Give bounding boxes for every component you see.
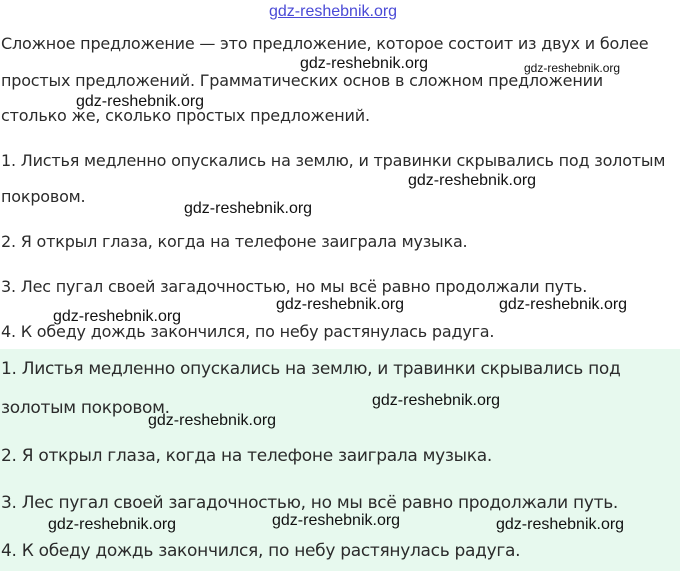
watermark: gdz-reshebnik.org xyxy=(499,296,628,313)
task-line: 2. Я открыл глаза, когда на телефоне заиграла музыка. xyxy=(1,232,468,251)
theory-line: столько же, сколько простых предложений. xyxy=(1,106,370,125)
watermark: gdz-reshebnik.org xyxy=(184,200,313,217)
task-line: покровом. xyxy=(1,187,86,206)
theory-line: простых предложений. Грамматических основ в сложном предложении xyxy=(1,71,603,90)
watermark: gdz-reshebnik.org xyxy=(496,516,625,533)
watermark: gdz-reshebnik.org xyxy=(53,308,182,325)
watermark: gdz-reshebnik.org xyxy=(272,512,401,529)
answer-line: 3. Лес пугал своей загадочностью, но мы всё равно продолжали путь. xyxy=(1,493,619,513)
site-link[interactable]: gdz-reshebnik.org xyxy=(269,3,398,20)
answer-line: 1. Листья медленно опускались на землю, и травинки скрывались под xyxy=(1,359,621,379)
watermark: gdz-reshebnik.org xyxy=(408,172,537,189)
watermark: gdz-reshebnik.org xyxy=(372,392,501,409)
watermark: gdz-reshebnik.org xyxy=(148,412,277,429)
answer-line: золотым покровом. xyxy=(1,398,170,418)
watermark: gdz-reshebnik.org xyxy=(524,61,621,75)
watermark: gdz-reshebnik.org xyxy=(300,55,429,72)
task-line: 1. Листья медленно опускались на землю, и травинки скрывались под золотым xyxy=(1,151,666,170)
watermark: gdz-reshebnik.org xyxy=(76,93,205,110)
answer-block xyxy=(0,349,680,571)
task-line: 3. Лес пугал своей загадочностью, но мы всё равно продолжали путь. xyxy=(1,277,588,296)
answer-line: 4. К обеду дождь закончился, по небу растянулась радуга. xyxy=(1,541,521,561)
watermark: gdz-reshebnik.org xyxy=(276,296,405,313)
theory-line: Сложное предложение — это предложение, которое состоит из двух и более xyxy=(1,34,649,53)
watermark: gdz-reshebnik.org xyxy=(48,516,177,533)
answer-line: 2. Я открыл глаза, когда на телефоне заиграла музыка. xyxy=(1,446,492,466)
task-line: 4. К обеду дождь закончился, по небу растянулась радуга. xyxy=(1,322,495,341)
